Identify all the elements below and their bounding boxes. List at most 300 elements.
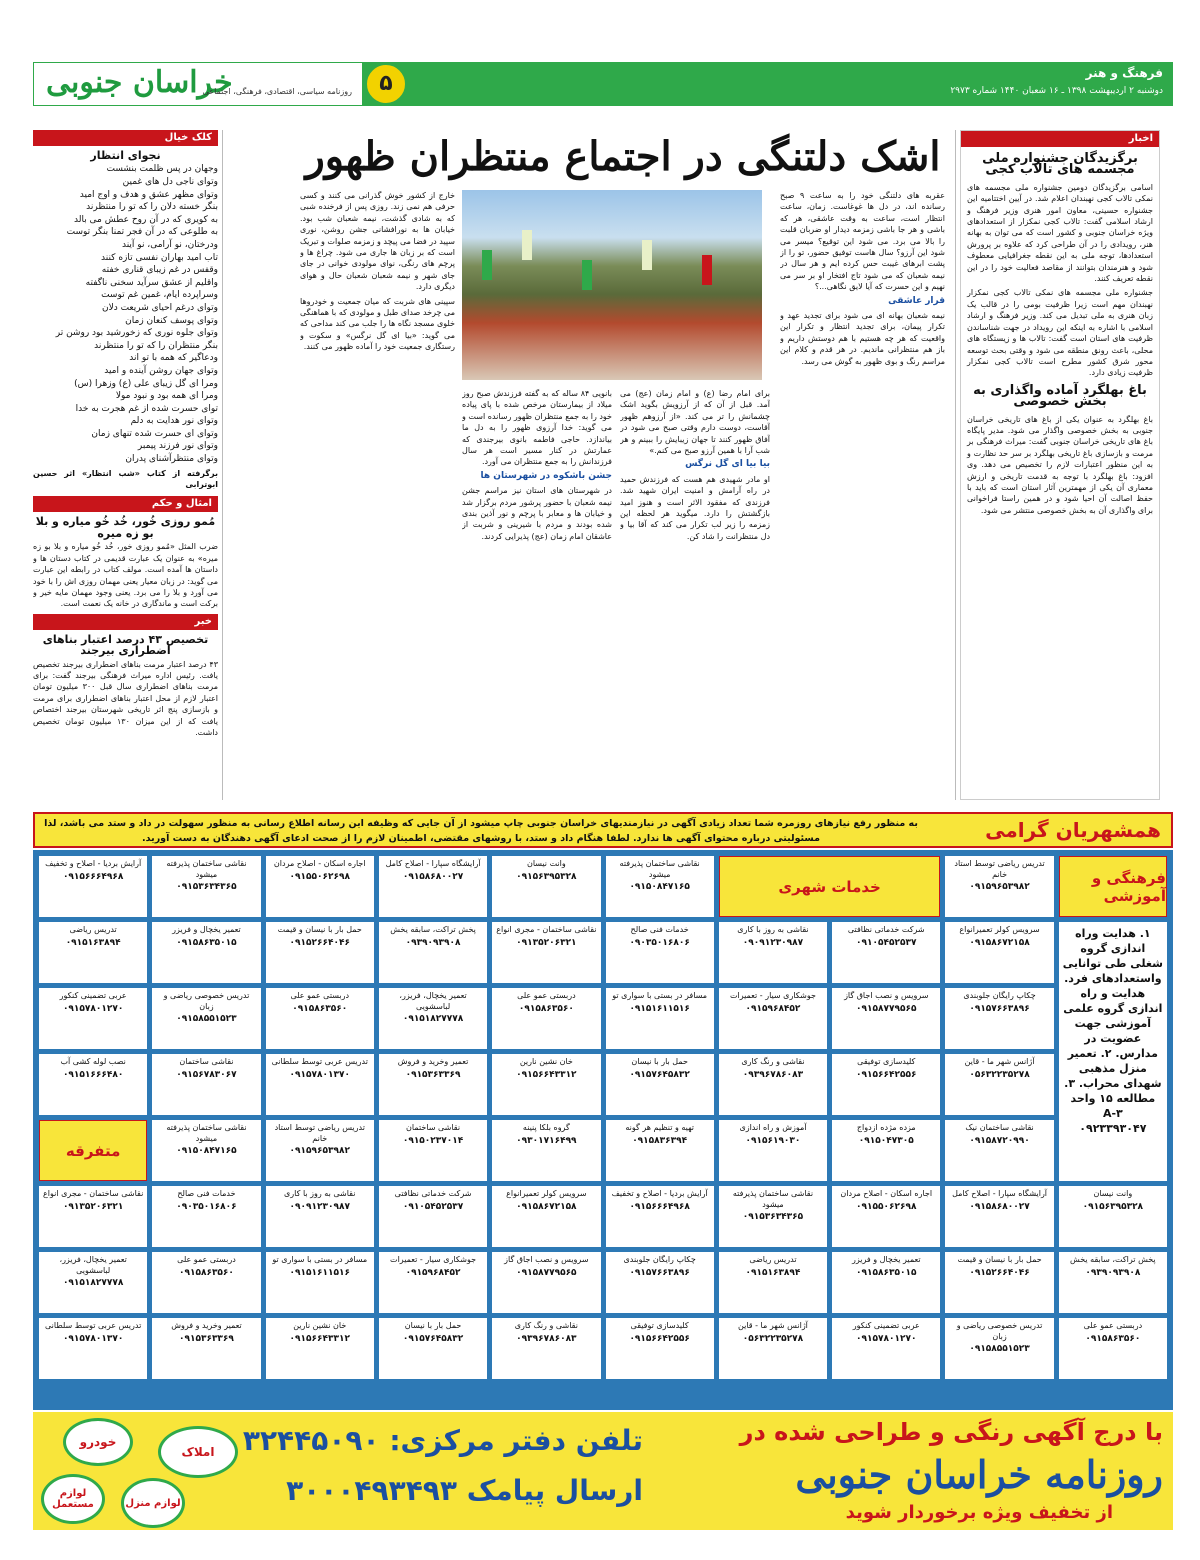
classified-ad bbox=[266, 856, 374, 917]
poem-line: ومرا ای گل زیبای علی (ع) وزهرا (س) bbox=[74, 378, 218, 389]
classified-ad bbox=[266, 1054, 374, 1115]
poem-line: وجهان در پس ظلمت بنشست bbox=[106, 164, 218, 175]
bubble-estate: املاک bbox=[158, 1426, 238, 1478]
classified-ad bbox=[606, 856, 714, 917]
box-title-news: اخبار bbox=[961, 131, 1159, 147]
poem-line: به طلوعی که در آن فجر تمنا بنگر توست bbox=[66, 227, 218, 238]
classified-ad bbox=[606, 922, 714, 983]
ad-phone: ۰۹۱۵۸۶۳۵۶۰ bbox=[292, 1003, 348, 1014]
ad-phone: ۰۹۱۵۶۶۴۳۳۱۲ bbox=[516, 1069, 577, 1080]
poem-line: ودرختان، نو آرامی، نو آیند bbox=[121, 239, 218, 250]
ad-phone: ۰۹۱۵۸۷۷۹۵۶۵ bbox=[516, 1267, 577, 1278]
ad-phone: ۰۹۱۵۸۶۸۰۰۲۷ bbox=[402, 871, 464, 882]
box-title-poem: کلک خیال bbox=[33, 130, 218, 146]
news-body-3: باغ بهلگرد به عنوان یکی از باغ های تاریخی خراسان جنوبی به بخش خصوصی واگذار می شود. مدیر پایگاه باغ های تاریخی خراسان جنوبی گفت: میراث فرهنگی بر مرمت و بازسازی باغ تاریخی بهلگرد بر سر حد نظارت و به این منظور اعتبارات لازم را تخصیص می دهد. وی افزود: باغ بهلگرد با توجه به قدمت تاریخی و ارزش معماری آن یکی از مهمترین آثار استان است که باید با حفظ اصالت آن احیا شود و در همین راستا فراخوانی برای واگذاری آن به بخش خصوصی منتشر می شود. bbox=[967, 414, 1153, 515]
article-text: او مادر شهیدی هم هست که فرزندش حمید در راه آرامش و امنیت ایران شهید شد. فرزندی که مفقود الاثر است و هنوز امید بازگشتش را دارد. میگوید هر لحظه این زمزمه را زیر لب تکرار می کند که آقا بیا و دل منتظرانت را شاد کن. bbox=[620, 474, 770, 541]
classified-ad bbox=[945, 1252, 1053, 1313]
ad-phone: ۰۹۱۵۹۶۸۴۵۲ bbox=[405, 1267, 461, 1278]
section-title: فرهنگ و هنر bbox=[1085, 66, 1163, 80]
proverb-title: مُمو روزی خُور، خُد خُو میاره و بلا بو زه میره bbox=[35, 515, 216, 540]
classified-ad bbox=[1059, 1186, 1167, 1247]
poem-line: وسراپرده ایام، غمین غم توست bbox=[101, 290, 218, 301]
classified-ad bbox=[152, 988, 260, 1049]
classified-ad bbox=[1059, 1318, 1167, 1379]
ad-text: نقاشی ساختمان پذیرفته میشود bbox=[619, 859, 700, 879]
classified-ad bbox=[606, 1186, 714, 1247]
classified-ad bbox=[266, 1186, 374, 1247]
ad-text: عربی تضمینی کنکور bbox=[59, 991, 127, 1000]
ad-text: نقاشی ساختمان bbox=[179, 1057, 234, 1066]
classified-ad bbox=[266, 1252, 374, 1313]
ad-phone: ۰۹۱۵۸۶۷۲۱۵۸ bbox=[516, 1201, 577, 1212]
ad-phone: ۰۹۱۵۸۶۸۰۰۲۷ bbox=[969, 1201, 1030, 1212]
news-column bbox=[960, 130, 1160, 800]
edu-ad-text: ۱. هدایت وراه اندازی گروه شغلی طی توانایی واستعدادهای فرد. هدایت و راه اندازی گروه علمی آموزشی جهت عضویت در مدارس. ۲. تعمیر منزل مذهبی شهدای محراب. ۳. مطالعه ۱۵ واحد A-۳ bbox=[1062, 927, 1163, 1120]
ad-phone: ۰۹۱۵۶۷۸۳۰۶۷ bbox=[176, 1069, 237, 1080]
ad-text: دربستی عمو علی bbox=[177, 1255, 236, 1264]
poem-line: وتوای درغم احیای شریعت دلان bbox=[101, 302, 218, 313]
classified-ad bbox=[39, 856, 147, 917]
ad-text: نقاشی به روز با کاری bbox=[737, 925, 809, 934]
article-text: نیمه شعبان بهانه ای می شود برای تجدید عهد و تکرار پیمان، برای تجدید انتظار و تکرار این واقعیت که هر چه هستیم با هم دوستش داریم و باز هم منتظرانی ماندیم. در هر قدم و کلام این مراسم رنگ و بوی ظهور به گوش می رسد. bbox=[780, 311, 945, 366]
ad-text: پخش تراکت، سابقه یخش bbox=[1070, 1255, 1156, 1264]
ad-text: سرویس کولر تعمیرانواع bbox=[506, 1189, 587, 1198]
ad-phone: ۰۹۱۵۲۶۶۴۰۴۶ bbox=[289, 937, 350, 948]
classified-ad bbox=[492, 1054, 600, 1115]
ad-phone: ۰۹۱۵۹۶۸۴۵۲ bbox=[745, 1003, 801, 1014]
banner-title: همشهریان گرامی bbox=[985, 818, 1161, 842]
news-headline-1: برگزیدگان جشنواره ملی مجسمه های تالاب کجی bbox=[982, 151, 1138, 178]
ad-text: اجاره اسکان - اصلاح مردان bbox=[840, 1189, 933, 1198]
ad-text: تعمیر وخرید و فروش bbox=[397, 1057, 469, 1066]
article-col-1 bbox=[780, 190, 945, 800]
ad-text: اجاره اسکان - اصلاح مردان bbox=[273, 859, 366, 868]
sidebar-column bbox=[33, 130, 218, 800]
ad-text: آژانس شهر ما - قاین bbox=[738, 1321, 808, 1330]
classified-ad bbox=[492, 922, 600, 983]
classified-ad bbox=[832, 1252, 940, 1313]
ad-text: وانت نیسان bbox=[526, 859, 566, 868]
classified-ad bbox=[719, 1318, 827, 1379]
ad-phone: ۰۹۱۵۸۶۷۲۱۵۸ bbox=[969, 937, 1030, 948]
promo-line-3: از تخفیف ویژه برخوردار شوید bbox=[845, 1502, 1113, 1523]
poem-line: بنگر منتظران را که تو را منتظرند bbox=[94, 340, 218, 351]
ad-text: تعمیر یخچال و فریزر bbox=[851, 1255, 921, 1264]
ad-text: جوشکاری سیار - تعمیرات bbox=[729, 991, 816, 1000]
ad-text: گروه بلکا پنینه bbox=[522, 1123, 570, 1132]
article-col-4 bbox=[300, 190, 455, 800]
classified-ad bbox=[152, 1318, 260, 1379]
ad-text: چکاپ رایگان جلوبندی bbox=[623, 1255, 696, 1264]
ad-phone: ۰۹۰۹۱۲۳۰۹۸۷ bbox=[289, 1201, 350, 1212]
news-headline-2: باغ بهلگرد آماده واگذاری به بخش خصوصی bbox=[973, 382, 1147, 410]
ad-phone: ۰۹۱۵۱۶۱۱۵۱۶ bbox=[289, 1267, 350, 1278]
article-headline: اشک دلتنگی در اجتماع منتظران ظهور bbox=[305, 133, 941, 180]
ad-phone: ۰۹۱۵۰۲۳۷۰۱۴ bbox=[402, 1135, 464, 1146]
edu-ad bbox=[1059, 922, 1167, 1181]
ad-text: آرایشگاه سپارا - اصلاح کامل bbox=[385, 859, 481, 868]
poem-line: وتوای نور هدایت به دلم bbox=[130, 416, 218, 427]
ad-text: سرویس کولر تعمیرانواع bbox=[959, 925, 1040, 934]
classified-ad bbox=[379, 1252, 487, 1313]
logo-text: خراسان جنوبی bbox=[46, 65, 233, 100]
classified-ad bbox=[606, 1120, 714, 1181]
ad-phone: ۰۹۱۵۶۶۶۴۹۶۸ bbox=[629, 1201, 690, 1212]
classified-ad bbox=[945, 1120, 1053, 1181]
ad-text: دربستی عمو علی bbox=[290, 991, 350, 1000]
classified-ad bbox=[379, 1318, 487, 1379]
ad-text: نقاشی ساختمان - مجری انواع bbox=[496, 925, 597, 934]
classified-ad bbox=[266, 988, 374, 1049]
classified-ad bbox=[945, 1054, 1053, 1115]
article-col-2 bbox=[620, 388, 770, 800]
classified-ad bbox=[39, 1186, 147, 1247]
ad-phone: ۰۹۱۵۳۶۳۳۶۹ bbox=[178, 1333, 234, 1344]
classified-ad bbox=[379, 922, 487, 983]
classified-ad bbox=[719, 1054, 827, 1115]
classified-ad bbox=[832, 1120, 940, 1181]
ad-text: نقاشی و رنگ کاری bbox=[514, 1321, 578, 1330]
poem-line: تاب امید بهاران نفسی تازه کنند bbox=[101, 252, 218, 263]
poem-source: برگرفته از کتاب «شب انتظار» اثر حسین ابوترابی bbox=[33, 468, 218, 490]
ad-phone: ۰۹۱۵۶۳۹۵۳۲۸ bbox=[1082, 1201, 1144, 1212]
ad-text: خدمات فنی صالح bbox=[630, 925, 689, 934]
edu-ad-phone: ۰۹۲۳۳۹۳۰۴۷ bbox=[1079, 1122, 1147, 1135]
classified-ad bbox=[945, 988, 1053, 1049]
article-text: عقربه های دلتنگی خود را به ساعت ۹ صبح رسانده اند، در دل ها غوغاست. زمان، ساعت انتظار است، ساعت به وقت عاشقی، هر که باشی و هر جا باشی زمزمه دیدار او ضربان قلبت را بالا می برد. می شود این توقیع؟ میسر می شود این آرزو؟ سال هاست توفیق حضور، تو را از پشت ابرهای غیبت حس کرده ایم و هر سال در نیمه شعبان که می شود تاج افتخار او بر سر می نهیم و این حسرت که آیا لایق نگاهی...؟ bbox=[780, 191, 945, 292]
issue-date: دوشنبه ۲ اردیبهشت ۱۳۹۸ ـ ۱۶ شعبان ۱۴۴۰ شماره ۲۹۷۳ bbox=[950, 86, 1163, 96]
ad-phone: ۰۵۶۳۲۲۳۵۲۷۸ bbox=[742, 1333, 804, 1344]
classified-ad bbox=[832, 1318, 940, 1379]
classified-ad bbox=[39, 1252, 147, 1313]
ad-phone: ۰۹۱۵۲۶۶۴۰۴۶ bbox=[969, 1267, 1030, 1278]
ad-phone: ۰۹۱۵۹۶۵۳۹۸۲ bbox=[289, 1146, 350, 1156]
news-body-2: جشنواره ملی مجسمه های نمکی تالاب کجی نمکزار نهبندان مهم است زیرا ظرفیت بومی را در قالب یک زبان هنری به ملی تبدیل می کند. وزیر فرهنگ و ارشاد اسلامی با اشاره به اینکه این رویداد در جهت شناساندن ظرفیت های استان است گفت: تالاب ها و زیستگاه های محلی، باعث رونق منطقه می شود و وقتی بحث توسعه محور شرق کشور مطرح است تالاب کجی نمکزار ظرفیت زیادی دارد. bbox=[967, 288, 1153, 378]
classified-ad bbox=[152, 1120, 260, 1181]
category-misc: متفرقه bbox=[39, 1120, 147, 1181]
ad-text: مسافر در بستی با سواری تو bbox=[612, 991, 708, 1000]
classified-ad bbox=[379, 988, 487, 1049]
ad-phone: ۰۹۱۵۸۵۵۱۵۲۳ bbox=[969, 1344, 1030, 1354]
ad-text: عربی تضمینی کنکور bbox=[852, 1321, 920, 1330]
tagline: روزنامه سیاسی، اقتصادی، فرهنگی، اجتماعی bbox=[202, 87, 352, 96]
ad-text: نقاشی ساختمان پذیرفته میشود bbox=[732, 1189, 814, 1209]
classified-ad bbox=[945, 1318, 1053, 1379]
classified-ad bbox=[606, 988, 714, 1049]
classified-ad bbox=[492, 1318, 600, 1379]
classified-ad bbox=[606, 1252, 714, 1313]
classified-ad bbox=[39, 922, 147, 983]
ad-phone: ۰۹۳۹۰۹۳۹۰۸ bbox=[405, 937, 461, 948]
ad-text: تدریس ریاضی bbox=[69, 925, 117, 934]
classified-ad bbox=[492, 1120, 600, 1181]
ad-text: حمل بار با نیسان و قیمت bbox=[277, 925, 362, 934]
page-number: ۵ bbox=[364, 62, 408, 106]
ad-text: تهیه و تنظیم هر گونه bbox=[625, 1123, 694, 1132]
article-subhead: قرار عاشقی bbox=[888, 295, 945, 306]
classified-ad bbox=[39, 1318, 147, 1379]
ad-phone: ۰۹۳۹۰۹۳۹۰۸ bbox=[1085, 1267, 1141, 1278]
bubble-car: خودرو bbox=[63, 1418, 133, 1466]
poem-line: بنگر خسته دلان را که تو را منتظرند bbox=[86, 202, 218, 213]
news-body-1: اسامی برگزیدگان دومین جشنواره ملی مجسمه های نمکی تالاب کجی نهبندان اعلام شد. در آیین اختتامیه این جشنواره حسینی، معاون امور هنری وزیر فرهنگ و ارشاد اسلامی گفت: تالاب کجی نمکزار از استعدادهای ویژه خراسان جنوبی و کشور است که می توان به بهانه هنر، رویدادی را در آن طراحی کرد که علاوه بر پرورش استعدادها، توجه ملی به این نقطه جغرافیایی معطوف شود و هنرمندان بتوانند از مقاصد فعالیت خود را در این نقطه تعریف کنند. bbox=[967, 182, 1153, 284]
ad-phone: ۰۹۱۵۸۵۵۱۵۲۳ bbox=[176, 1014, 237, 1024]
ad-phone: ۰۹۱۵۱۸۲۷۷۷۸ bbox=[62, 1278, 124, 1288]
ad-text: تعمیر یخچال، فریزر، لباسشویی bbox=[59, 1255, 127, 1275]
ad-phone: ۰۹۱۵۶۳۹۵۳۲۸ bbox=[516, 871, 577, 882]
ad-text: مسافر در بستی با سواری تو bbox=[272, 1255, 368, 1264]
ad-text: حمل بار با نیسان bbox=[404, 1321, 462, 1330]
promo-line-1: با درج آگهی رنگی و طراحی شده در bbox=[739, 1418, 1163, 1446]
poem-line: به کویری که در آن روح عطش می بالد bbox=[73, 214, 218, 225]
ad-text: شرکت خدماتی نظافتی bbox=[847, 925, 925, 934]
classified-ad bbox=[719, 922, 827, 983]
ad-text: تدریس ریاضی توسط استاد خانم bbox=[954, 859, 1045, 879]
ad-text: کلیدسازی توفیقی bbox=[857, 1057, 916, 1066]
ad-phone: ۰۹۱۵۷۶۴۵۸۳۲ bbox=[629, 1069, 690, 1080]
sms-number: ارسال پیامک ۳۰۰۰۴۹۳۴۹۳ bbox=[286, 1474, 643, 1507]
ad-text: نقاشی و رنگ کاری bbox=[741, 1057, 805, 1066]
ad-phone: ۰۹۱۵۵۰۶۲۶۹۸ bbox=[289, 871, 350, 882]
ad-text: خدمات فنی صالح bbox=[177, 1189, 236, 1198]
ad-phone: ۰۹۰۳۵۰۱۶۸۰۶ bbox=[176, 1201, 237, 1212]
classified-ad bbox=[152, 1252, 260, 1313]
classified-ad bbox=[492, 988, 600, 1049]
article-text: سپینی های شربت که میان جمعیت و خودروها می چرخد صدای طبل و مولودی که با هماهنگی خلوی مسجد نگاه ها را جلب می کند مداحی که می گوید: «بیا ای گل نرگس» و سکوت و رستگاری جمعیت خود را آماده ظهور می کنند. bbox=[300, 296, 455, 352]
ad-phone: ۰۹۱۵۰۸۴۷۱۶۵ bbox=[629, 882, 690, 892]
article-text: خارج از کشور خوش گذرانی می کنند و کسی حرفی هم نمی زند. روزی پس از فرخنده شبی که به شادی گذشت، نیمه شعبان شب بود. خیابان ها به نورافشانی جشن روشن، نوری سپید در فضا می پیچد و زمزمه صلوات و تبریک است که بر زبان ها جاری می شود. چراغ ها و پرچم های رنگی، نوای مولودی خوانی در جای جای شهر و نیمه شعبان شعبان حال و هوای دیگری دارد. bbox=[300, 191, 455, 292]
ad-phone: ۰۹۱۵۳۶۳۳۶۹ bbox=[405, 1069, 461, 1080]
ad-phone: ۰۹۱۵۱۶۳۸۹۴ bbox=[65, 937, 121, 948]
ad-text: وانت نیسان bbox=[1093, 1189, 1133, 1198]
ad-phone: ۰۹۱۵۶۶۴۲۵۵۶ bbox=[856, 1069, 917, 1080]
ad-text: کلیدسازی توفیقی bbox=[630, 1321, 689, 1330]
classified-ad bbox=[606, 1054, 714, 1115]
classified-ad bbox=[266, 1318, 374, 1379]
header-bar bbox=[363, 62, 1173, 106]
classified-ad bbox=[379, 1186, 487, 1247]
ad-text: چکاپ رایگان جلوبندی bbox=[963, 991, 1036, 1000]
poem-line: توای حسرت شده از غم هجرت به خدا bbox=[75, 403, 218, 414]
poem-line: وتوای ناجی دل های غمین bbox=[122, 177, 218, 187]
classified-ad bbox=[152, 1186, 260, 1247]
classified-ad bbox=[379, 856, 487, 917]
ad-phone: ۰۹۱۵۶۶۴۲۵۵۶ bbox=[629, 1333, 690, 1344]
ad-text: جوشکاری سیار - تعمیرات bbox=[390, 1255, 477, 1264]
ad-text: تدریس خصوصی ریاضی و زبان bbox=[163, 991, 250, 1011]
ad-phone: ۰۹۱۵۷۶۶۳۸۹۶ bbox=[629, 1267, 690, 1278]
poem-line: وتوای پوسف کنعان زمان bbox=[125, 315, 218, 326]
classified-ad bbox=[492, 856, 600, 917]
classified-ad bbox=[379, 1120, 487, 1181]
brief-title: تخصیص ۴۳ درصد اعتبار بناهای اضطراری بیرجند bbox=[42, 632, 209, 658]
ad-phone: ۰۹۱۵۱۶۶۶۴۸۰ bbox=[62, 1069, 124, 1080]
article-subhead: جشن باشکوه در شهرستان ها bbox=[480, 470, 612, 481]
ad-text: حمل بار با نیسان bbox=[631, 1057, 688, 1066]
ad-phone: ۰۹۱۵۸۶۳۵۶۰ bbox=[178, 1267, 234, 1278]
classified-ad bbox=[719, 988, 827, 1049]
classified-ad bbox=[945, 1186, 1053, 1247]
ad-text: نقاشی ساختمان bbox=[406, 1123, 461, 1132]
ad-phone: ۰۹۱۵۸۳۶۳۹۴ bbox=[632, 1135, 688, 1146]
ad-text: شرکت خدماتی نظافتی bbox=[394, 1189, 472, 1198]
classified-ad bbox=[39, 988, 147, 1049]
ad-phone: ۰۹۳۹۶۷۸۶۰۸۳ bbox=[742, 1069, 804, 1080]
article-col-3 bbox=[462, 388, 612, 800]
poem-line: وتوای مظهر عشق و هدف و اوج امید bbox=[79, 189, 218, 200]
classified-ad bbox=[39, 1054, 147, 1115]
classified-ad bbox=[266, 922, 374, 983]
category-edu: فرهنگی و آموزشی bbox=[1059, 856, 1167, 917]
ad-text: مزده مژده ازدواج bbox=[856, 1123, 916, 1132]
ad-text: سرویس و نصب اجاق گاز bbox=[844, 991, 929, 1000]
ad-text: تدریس خصوصی ریاضی و زبان bbox=[956, 1321, 1043, 1341]
classified-ad bbox=[152, 922, 260, 983]
ad-text: دربستی عمو علی bbox=[1083, 1321, 1143, 1330]
classified-ad bbox=[832, 988, 940, 1049]
poem-line: وتوای جهان روشن آینده و امید bbox=[104, 365, 218, 376]
ad-phone: ۰۹۱۵۰۸۴۷۱۶۵ bbox=[176, 1146, 237, 1156]
proverb-body: ضرب المثل «مُمو روزی خور، خُد خُو میاره و بلا بو زه میره» به عنوان یک عبارت قدیمی در کتاب دستان ها و داستان ها آمده است. مولف کتاب در رابطه این عبارت می گوید: در زبان معیار یعنی مهمان روزی اش را با خود می آورد و بلا را می برد. یعنی وجود مهمان مایه خیر و برکت است و ماندگاری در خانه یک نعمت است. bbox=[33, 542, 218, 609]
ad-text: نقاشی به روز با کاری bbox=[284, 1189, 356, 1198]
ad-text: خان نشین نارین bbox=[293, 1321, 347, 1330]
ad-text: تدریس عربی توسط سلطانی bbox=[44, 1321, 142, 1330]
ad-phone: ۰۹۱۵۷۸۰۱۳۷۰ bbox=[62, 1333, 124, 1344]
poem-lines bbox=[33, 163, 218, 465]
classified-ad bbox=[492, 1252, 600, 1313]
ad-text: آرایشگاه سپارا - اصلاح کامل bbox=[952, 1189, 1048, 1198]
classified-ad bbox=[832, 1054, 940, 1115]
page-header bbox=[33, 62, 1173, 106]
ad-text: نقاشی ساختمان نیک bbox=[965, 1123, 1034, 1132]
classified-ad bbox=[945, 856, 1053, 917]
ad-phone: ۰۹۱۳۵۲۰۶۳۲۱ bbox=[62, 1201, 124, 1212]
article-text: بانویی ۸۴ ساله که به گفته فرزندش صبح روز میلاد از بیمارستان مرخص شده با پای پیاده خود را به جمع منتظران ظهور رسانده است و می گوید: خدا آرزوی ظهور را به دل ما بیاندازد. حاجی فاطمه بانوی بیرجندی که عمارتش در کنار مسیر است هر سال فرزندانش را به جمع منتظران می آورد. bbox=[462, 389, 612, 467]
ad-phone: ۰۹۱۵۷۶۴۵۸۳۲ bbox=[402, 1333, 464, 1344]
promo-line-2: روزنامه خراسان جنوبی bbox=[795, 1452, 1163, 1497]
ad-phone: ۰۹۱۵۸۶۳۵۰۱۵ bbox=[856, 1267, 917, 1278]
ad-phone: ۰۹۱۵۱۸۲۷۷۷۸ bbox=[402, 1014, 464, 1024]
ad-text: آموزش و راه اندازی bbox=[739, 1123, 807, 1132]
ad-phone: ۰۹۱۵۶۱۹۰۳۰ bbox=[745, 1135, 801, 1146]
poem-line: وتوای جلوه نوری که زخورشید بود روشن تر bbox=[55, 328, 218, 339]
ad-phone: ۰۹۱۵۰۴۷۳۰۵ bbox=[858, 1135, 914, 1146]
poem-line: وتوای منتظرآشنای پدران bbox=[125, 454, 218, 465]
ad-text: نقاشی ساختمان پذیرفته میشود bbox=[166, 859, 247, 879]
ad-phone: ۰۹۱۰۵۴۵۲۵۳۷ bbox=[856, 937, 917, 948]
ad-phone: ۰۹۱۵۸۷۷۹۵۶۵ bbox=[856, 1003, 917, 1014]
ad-text: تعمیر یخچال، فریزر، لباسشویی bbox=[399, 991, 467, 1011]
classified-ad bbox=[1059, 1252, 1167, 1313]
classified-ad bbox=[492, 1186, 600, 1247]
ad-phone: ۰۹۱۵۷۸۰۱۲۷۰ bbox=[62, 1003, 124, 1014]
ad-text: آژانس شهر ما - قاین bbox=[964, 1057, 1035, 1066]
ad-phone: ۰۹۰۳۵۰۱۶۸۰۶ bbox=[629, 937, 690, 948]
classified-ad bbox=[606, 1318, 714, 1379]
bubble-used: لوازم مستعمل bbox=[41, 1474, 105, 1524]
newspaper-logo bbox=[33, 62, 363, 106]
article-photo bbox=[462, 190, 762, 380]
promo-footer bbox=[33, 1412, 1173, 1530]
article-subhead: بیا بیا ای گل نرگس bbox=[685, 459, 770, 470]
poem-line: وتوای نور فرزند پیمبر bbox=[137, 441, 218, 452]
ad-phone: ۰۹۱۵۷۸۰۱۲۷۰ bbox=[856, 1333, 917, 1344]
classified-ad bbox=[266, 1120, 374, 1181]
classified-ad bbox=[719, 1186, 827, 1247]
ad-text: پخش تراکت، سابقه یخش bbox=[390, 925, 476, 934]
ad-text: آرایش بردیا - اصلاح و تخفیف bbox=[611, 1189, 708, 1198]
ad-phone: ۰۹۱۵۳۶۳۴۳۶۵ bbox=[176, 882, 237, 892]
ad-phone: ۰۹۱۵۷۸۰۱۳۷۰ bbox=[289, 1069, 350, 1080]
ad-phone: ۰۹۱۵۶۶۴۳۳۱۲ bbox=[289, 1333, 350, 1344]
ad-text: نصب لوله کشی آب bbox=[60, 1057, 126, 1066]
ad-phone: ۰۹۳۹۶۷۸۶۰۸۳ bbox=[516, 1333, 577, 1344]
classified-ad bbox=[945, 922, 1053, 983]
ad-text: دربستی عمو علی bbox=[517, 991, 576, 1000]
office-phone: تلفن دفتر مرکزی: ۳۲۴۴۵۰۹۰ bbox=[242, 1424, 643, 1457]
ad-phone: ۰۹۱۵۶۶۶۴۹۶۸ bbox=[62, 871, 124, 882]
ad-phone: ۰۹۱۵۸۶۳۵۶۰ bbox=[1085, 1333, 1141, 1344]
classifieds-banner bbox=[33, 812, 1173, 848]
ad-text: تعمیر یخچال و فریزر bbox=[172, 925, 241, 934]
ad-phone: ۰۹۱۵۷۶۶۳۸۹۶ bbox=[969, 1003, 1030, 1014]
ad-text: نقاشی ساختمان پذیرفته میشود bbox=[166, 1123, 247, 1143]
ad-phone: ۰۹۱۳۵۲۰۶۳۲۱ bbox=[516, 937, 577, 948]
ad-phone: ۰۹۱۵۵۰۶۲۶۹۸ bbox=[856, 1201, 917, 1212]
ad-text: تعمیر وخرید و فروش bbox=[171, 1321, 242, 1330]
poem-line: وقفس در غم زیبای قناری خفته bbox=[101, 265, 218, 276]
ad-phone: ۰۹۰۹۱۲۳۰۹۸۷ bbox=[742, 937, 804, 948]
article-text: برای امام رضا (ع) و امام زمان (عج) می آمد. قبل از آن که از آرزویش بگوید اشک چشمانش را تر می کند. «از آرزوهم ظهور آقاست، دوست دارم وقتی صبح می شود در آفاق ظهور کنند تا جهان زیبایش را ببینم و هر شب آرا با همین آرزو صبح می کنم.» bbox=[620, 389, 770, 456]
category-city: خدمات شهری bbox=[719, 856, 941, 917]
poem-line: ومرا ای همه بود و نبود مولا bbox=[115, 391, 218, 402]
ad-phone: ۰۹۱۵۸۷۲۰۹۹۰ bbox=[969, 1135, 1030, 1146]
poem-line: واقلیم از عشق سرآید سخنی ناگفته bbox=[85, 277, 218, 288]
ad-text: تدریس ریاضی bbox=[749, 1255, 797, 1264]
classified-ad bbox=[152, 856, 260, 917]
ad-phone: ۰۹۱۵۹۶۵۳۹۸۲ bbox=[969, 882, 1030, 892]
ad-phone: ۰۹۳۰۱۷۱۶۴۹۹ bbox=[516, 1135, 577, 1146]
ad-text: خان نشین نارین bbox=[519, 1057, 573, 1066]
classified-ad bbox=[152, 1054, 260, 1115]
ad-phone: ۰۹۱۵۱۶۱۱۵۱۶ bbox=[629, 1003, 690, 1014]
ad-text: تدریس عربی توسط سلطانی bbox=[271, 1057, 368, 1066]
brief-body: ۴۳ درصد اعتبار مرمت بناهای اضطراری بیرجند تخصیص یافت. رئیس اداره میراث فرهنگی بیرجند گفت: برای مرمت بناهای اضطراری سال قبل ۳۰۰ میلیون تومان اعتبار لازم از محل اعتبار بناهای اضطراری برای مرمت و بازسازی پنج اثر تاریخی شهرستان بیرجند اختصاص یافت که از این میزان ۱۳۰ میلیون تومان تخصیص داشت. bbox=[33, 659, 218, 737]
classified-ad bbox=[719, 1120, 827, 1181]
poem-line: ودعاگیر که همه با تو اند bbox=[129, 353, 218, 364]
ad-text: آرایش بردیا - اصلاح و تخفیف bbox=[45, 859, 142, 868]
ad-phone: ۰۹۱۵۸۶۳۵۰۱۵ bbox=[176, 937, 237, 948]
ad-phone: ۰۵۶۳۲۲۳۵۲۷۸ bbox=[969, 1069, 1030, 1080]
bubble-home: لوازم منزل bbox=[121, 1478, 185, 1528]
classified-ad bbox=[379, 1054, 487, 1115]
ad-phone: ۰۹۱۰۵۴۵۲۵۳۷ bbox=[402, 1201, 464, 1212]
article-text: در شهرستان های استان نیز مراسم جشن نیمه شعبان با حضور پرشور مردم برگزار شد و خیابان ها و معابر با پرچم و نور آذین بندی شده بودند و مردم با شیرینی و شربت از عاشقان امام زمان (عج) پذیرایی کردند. bbox=[462, 486, 612, 541]
ad-text: تدریس ریاضی توسط استاد خانم bbox=[274, 1123, 365, 1143]
poem-title: نجوای انتظار bbox=[90, 149, 161, 162]
box-title-proverb: امثال و حکم bbox=[33, 496, 218, 512]
ad-phone: ۰۹۱۵۳۶۳۴۳۶۵ bbox=[742, 1212, 804, 1222]
ad-phone: ۰۹۱۵۱۶۳۸۹۴ bbox=[745, 1267, 801, 1278]
ad-text: سرویس و نصب اجاق گاز bbox=[504, 1255, 589, 1264]
banner-text: به منظور رفع نیازهای روزمره شما تعداد زیادی آگهی در نیازمندیهای خراسان جنوبی چاپ میشود از آن جایی که وظیفه این رسانه اطلاع رسانی به منظور سهولت در داد و ستد می باشد، لذا مسئولیتی درباره محتوای آگهی ها ندارد. لطفا هنگام داد و ستد، با روشهای مقتضی، اطمینان لازم را از صحت ادعای آگهی دهندگان به دست آورید. bbox=[44, 818, 918, 844]
classified-ad bbox=[832, 922, 940, 983]
box-title-brief: خبر bbox=[33, 614, 218, 630]
classifieds-grid bbox=[33, 850, 1173, 1410]
classified-ad bbox=[832, 1186, 940, 1247]
classified-ad bbox=[719, 1252, 827, 1313]
ad-text: حمل بار با نیسان و قیمت bbox=[957, 1255, 1042, 1264]
